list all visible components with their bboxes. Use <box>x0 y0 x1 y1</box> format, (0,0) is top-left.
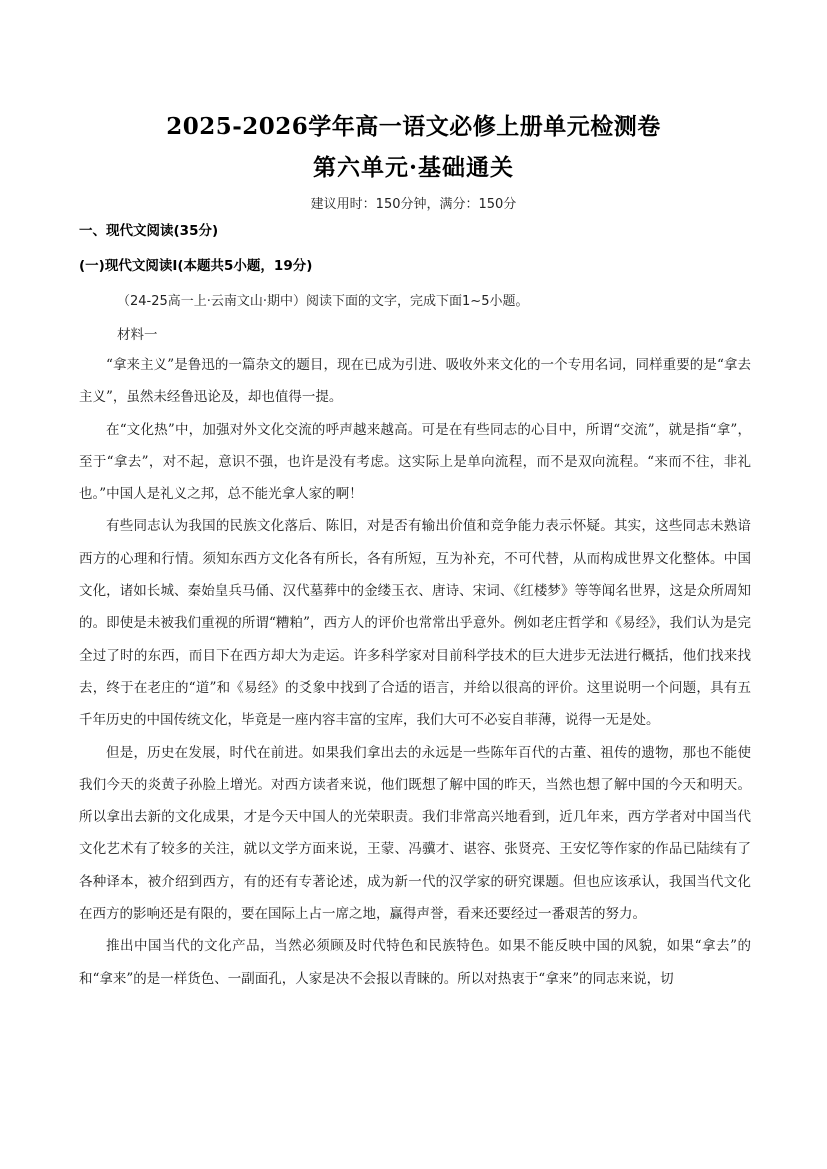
reading-passage <box>79 349 751 995</box>
passage-paragraph: 有些同志认为我国的民族文化落后、陈旧，对是否有输出价值和竞争能力表示怀疑。其实，这些同志未熟谙西方的心理和行情。须知东西方文化各有所长，各有所短，互为补充，不可代替，从而构成世界文化整体。中国文化，诸如长城、秦始皇兵马俑、汉代墓葬中的金缕玉衣、唐诗、宋词、《红楼梦》等等闻名世界，这是众所周知的。即使是未被我们重视的所谓“糟粕”，西方人的评价也常常出乎意外。例如老庄哲学和《易经》，我们认为是完全过了时的东西，而目下在西方却大为走运。许多科学家对目前科学技术的巨大进步无法进行概括，他们找来找去，终于在老庄的“道”和《易经》的爻象中找到了合适的语言，并给以很高的评价。这里说明一个问题，具有五千年历史的中国传统文化，毕竟是一座内容丰富的宝库，我们大可不必妄自菲薄，说得一无是处。 <box>79 518 751 729</box>
passage-paragraph: “拿来主义”是鲁迅的一篇杂文的题目，现在已成为引进、吸收外来文化的一个专用名词，同样重要的是“拿去主义”，虽然未经鲁迅论及，却也值得一提。 <box>79 357 751 406</box>
document-subtitle: 第六单元·基础通关 <box>312 154 514 181</box>
material-label: 材料一 <box>117 327 158 343</box>
passage-paragraph: 在“文化热”中，加强对外文化交流的呼声越来越高。可是在有些同志的心目中，所谓“交流”，就是指“拿”，至于“拿去”，对不起，意识不强，也许是没有考虑。这实际上是单向流程，而不是双向流程。“来而不往，非礼也。”中国人是礼义之邦，总不能光拿人家的啊！ <box>79 421 751 503</box>
section-heading-reading: 一、现代文阅读(35分) <box>79 223 219 239</box>
question-source-instruction: （24-25高一上·云南文山·期中）阅读下面的文字，完成下面1~5小题。 <box>117 294 529 309</box>
document-title: 2025-2026学年高一语文必修上册单元检测卷 <box>166 113 661 140</box>
passage-paragraph: 推出中国当代的文化产品，当然必须顾及时代特色和民族特色。如果不能反映中国的风貌，如果“拿去”的和“拿来”的是一样货色、一副面孔，人家是决不会报以青睐的。所以对热衷于“拿来”的同志来说，切 <box>79 938 751 987</box>
passage-paragraph: 但是，历史在发展，时代在前进。如果我们拿出去的永远是一些陈年百代的古董、祖传的遗物，那也不能使我们今天的炎黄子孙脸上增光。对西方读者来说，他们既想了解中国的昨天，当然也想了解中国的今天和明天。所以拿出去新的文化成果，才是今天中国人的光荣职责。我们非常高兴地看到，近几年来，西方学者对中国当代文化艺术有了较多的关注，就以文学方面来说，王蒙、冯骥才、谌容、张贤亮、王安忆等作家的作品已陆续有了各种译本，被介绍到西方，有的还有专著论述，成为新一代的汉学家的研究课题。但也应该承认，我国当代文化在西方的影响还是有限的，要在国际上占一席之地，赢得声誉，看来还要经过一番艰苦的努力。 <box>79 744 751 923</box>
exam-meta: 建议用时：150分钟，满分：150分 <box>310 197 517 212</box>
subsection-heading-reading-1: (一)现代文阅读Ⅰ(本题共5小题，19分) <box>79 258 313 274</box>
